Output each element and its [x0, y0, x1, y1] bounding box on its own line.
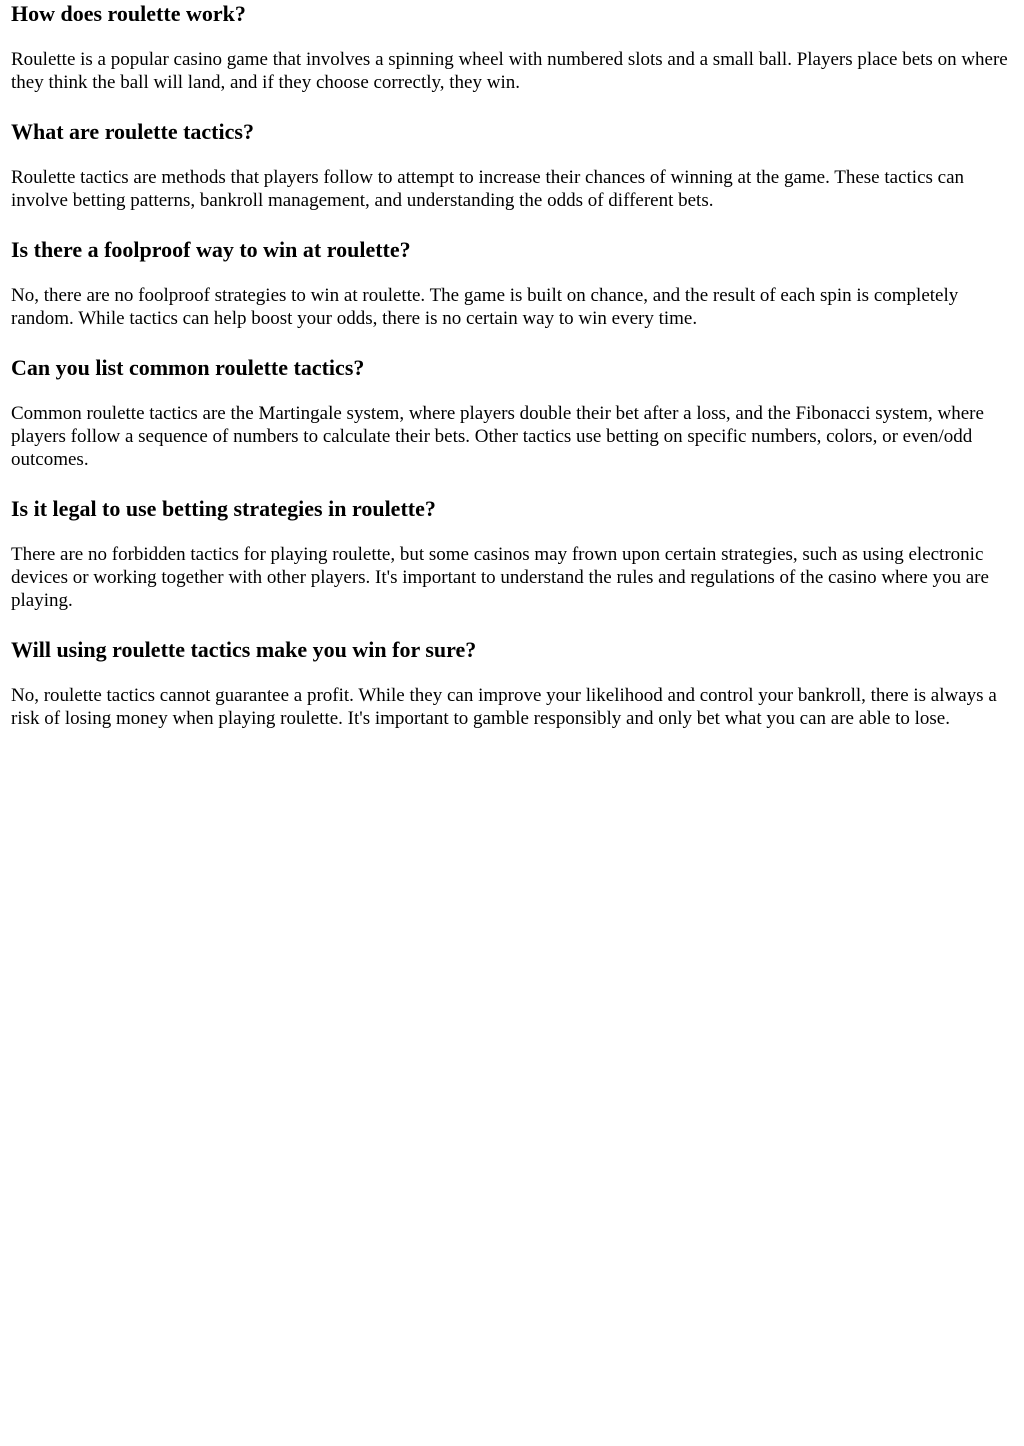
faq-answer: Common roulette tactics are the Martingale system, where players double their bet after a loss, and the Fibonacci system, where players follow a sequence of numbers to calculate their bets. Other tactics use betting on specific numbers, colors, or even/odd outcomes.: [11, 403, 984, 470]
faq-item-2: [11, 117, 1014, 212]
faq-answer: There are no forbidden tactics for playing roulette, but some casinos may frown upon certain strategies, such as using electronic devices or working together with other players. It's important to understand the rules and regulations of the casino where you are playing.: [11, 544, 989, 611]
faq-question: What are roulette tactics?: [11, 119, 254, 144]
faq-answer: Roulette tactics are methods that players follow to attempt to increase their chances of winning at the game. These tactics can involve betting patterns, bankroll management, and understanding the odds of different bets.: [11, 167, 965, 211]
faq-answer: No, roulette tactics cannot guarantee a profit. While they can improve your likelihood and control your bankroll, there is always a risk of losing money when playing roulette. It's important to gamble responsibly and only bet what you can are able to lose.: [11, 685, 997, 729]
faq-item-6: [11, 635, 1014, 730]
faq-question: Is there a foolproof way to win at roulette?: [11, 237, 411, 262]
faq-answer: Roulette is a popular casino game that involves a spinning wheel with numbered slots and a small ball. Players place bets on where they think the ball will land, and if they choose correctly, they win.: [11, 49, 1008, 93]
faq-item-3: [11, 235, 1014, 330]
faq-answer: No, there are no foolproof strategies to win at roulette. The game is built on chance, and the result of each spin is completely random. While tactics can help boost your odds, there is no certain way to win every time.: [11, 285, 959, 329]
faq-item-4: [11, 353, 1014, 471]
faq-question: How does roulette work?: [11, 1, 246, 26]
faq-question: Will using roulette tactics make you win for sure?: [11, 637, 477, 662]
faq-item-5: [11, 494, 1014, 612]
faq-question: Is it legal to use betting strategies in roulette?: [11, 496, 436, 521]
faq-item-1: [11, 0, 1014, 94]
faq-question: Can you list common roulette tactics?: [11, 355, 365, 380]
